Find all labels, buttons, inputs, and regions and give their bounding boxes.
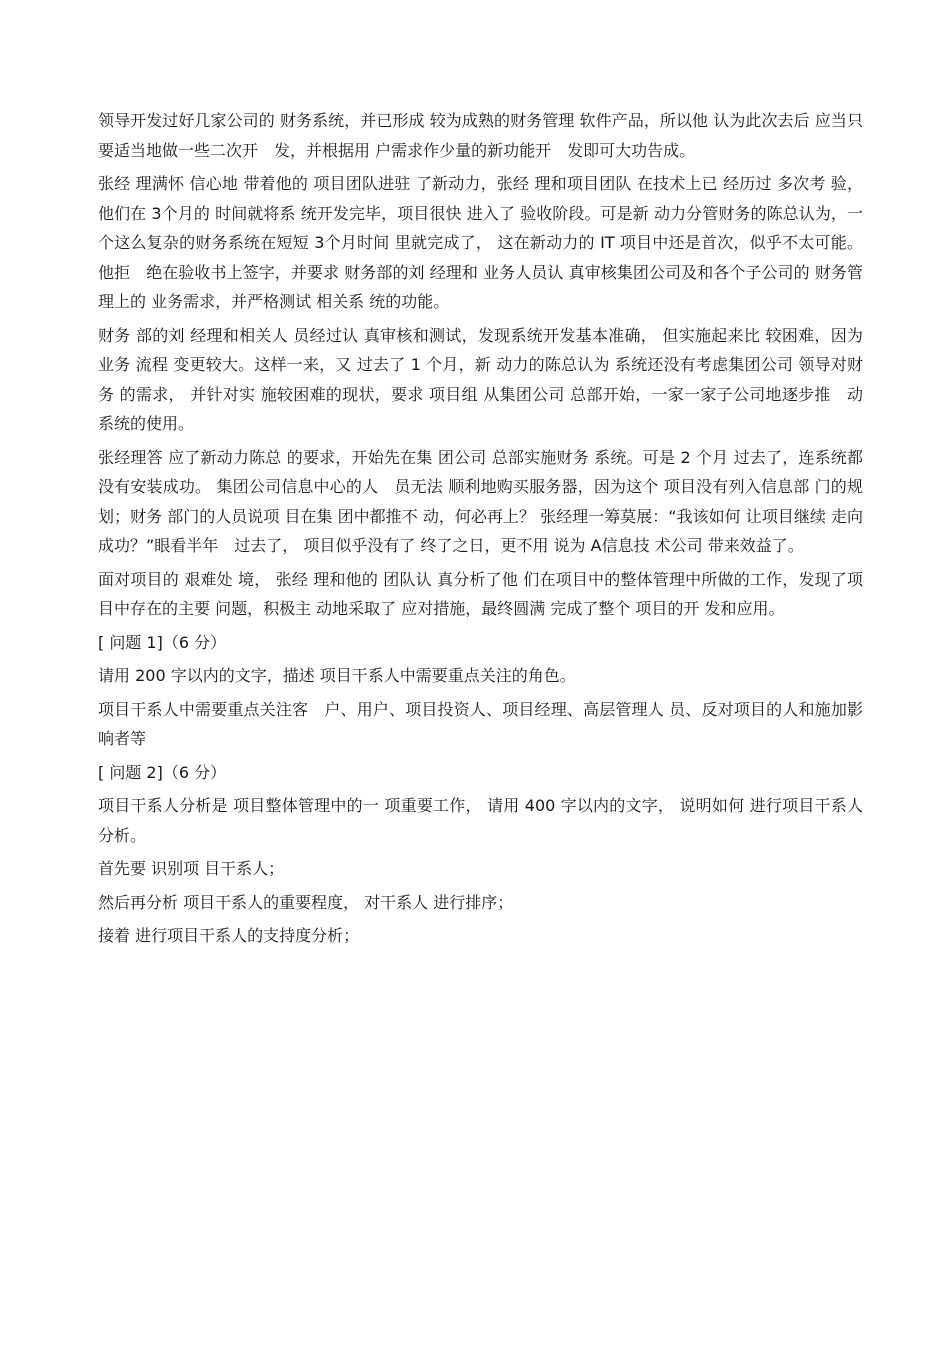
paragraph-review: 财务 部的刘 经理和相关人 员经过认 真审核和测试，发现系统开发基本准确， 但实施起来比 较困难，因为业务 流程 变更较大。这样一来，又 过去了 1 个月，新 动力的陈总认为 系统还没有考虑集团公司 领导对财务 的需求， 并针对实 施较困难的现状，要求 项目组 从集团公司 总部开始，一家一家子公司地逐步推 动系统的使用。 [98, 325, 863, 433]
question-1-prompt: 请用 200 字以内的文字，描述 项目干系人中需要重点关注的角色。 [98, 666, 576, 685]
answer-step-3: 接着 进行项目干系人的支持度分析； [98, 926, 360, 945]
paragraph-resolution: 面对项目的 艰难处 境， 张经 理和他的 团队认 真分析了他 们在项目中的整体管理中所做的工作，发现了项目中存在的主要 问题，积极主 动地采取了 应对措施，最终圆满 完成了整个 项目的开 发和应用。 [98, 569, 863, 618]
paragraph-background: 领导开发过好几家公司的 财务系统，并已形成 较为成熟的财务管理 软件产品，所以他 认为此次去后 应当只要适当地做一些二次开 发，并根据用 户需求作少量的新功能开 发即可大功告成。 [98, 111, 863, 160]
document-body [98, 106, 863, 955]
question-1-heading: [ 问题 1]（6 分） [98, 632, 227, 652]
answer-step-2: 然后再分析 项目干系人的重要程度， 对干系人 进行排序； [98, 892, 514, 912]
paragraph-implementation: 张经理答 应了新动力陈总 的要求，开始先在集 团公司 总部实施财务 系统。可是 2 个月 过去了，连系统都没有安装成功。 集团公司信息中心的人 员无法 顺利地购买服务器，因为这个 项目没有列入信息部 门的规划；财务 部门的人员说项 目在集 团中都推不 动，何必再上？ 张经理一筹莫展：“我该如何 让项目继续 走向成功？”眼看半年 过去了， 项目似乎没有了 终了之日，更不用 说为 A信息技 术公司 带来效益了。 [98, 447, 863, 555]
answer-step-1: 首先要 识别项 目干系人； [98, 859, 285, 878]
question-1-answer: 项目干系人中需要重点关注客 户、用户、项目投资人、项目经理、高层管理人 员、反对项目的人和施加影响者等 [98, 699, 863, 748]
paragraph-first-delivery: 张经 理满怀 信心地 带着他的 项目团队进驻 了新动力，张经 理和项目团队 在技术上已 经历过 多次考 验，他们在 3个月的 时间就将系 统开发完毕，项目很快 进入了 验收阶段。可是新 动力分管财务的陈总认为，一个这么复杂的财务系统在短短 3个月时间 里就完成了， 这在新动力的 IT 项目中还是首次，似乎不太可能。他拒 绝在验收书上签字，并要求 财务部的刘 经理和 业务人员认 真审核集团公司及和各个子公司的 财务管理上的 业务需求，并严格测试 相关系 统的功能。 [98, 174, 863, 311]
question-2-heading: [ 问题 2]（6 分） [98, 762, 227, 782]
question-2-prompt: 项目干系人分析是 项目整体管理中的一 项重要工作， 请用 400 字以内的文字， 说明如何 进行项目干系人分析。 [98, 796, 863, 845]
